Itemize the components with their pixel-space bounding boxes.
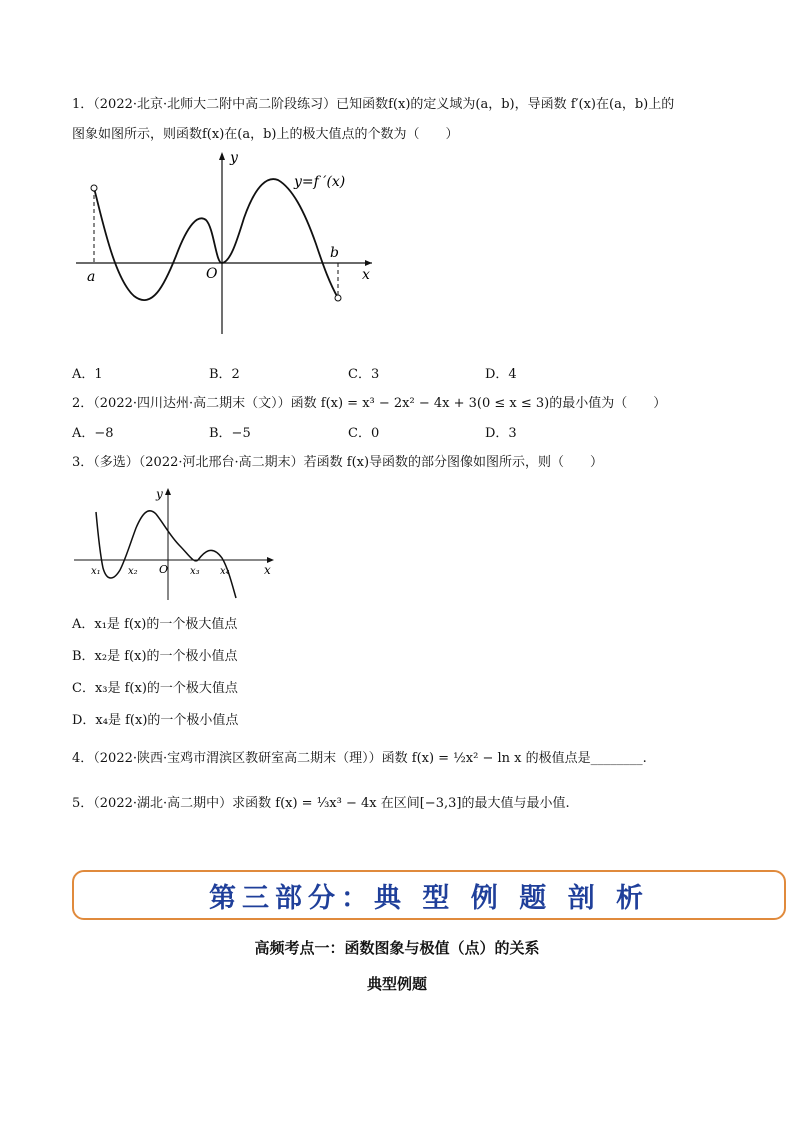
q1-choice-d[interactable]: D．4 <box>485 367 517 382</box>
q3-derivative-graph <box>72 484 282 606</box>
q3-x3-label: x₃ <box>190 566 200 577</box>
q3-option-b[interactable]: B．x₂是 f(x)的一个极小值点 <box>72 649 238 664</box>
q3-y-label: y <box>156 487 163 501</box>
q3-text: 3．（多选）（2022·河北邢台·高二期末）若函数 f(x)导函数的部分图像如图所示，则（ ） <box>72 455 604 470</box>
q3-x2-label: x₂ <box>128 566 138 577</box>
q1-y-arrow <box>219 152 225 160</box>
subheading-examples: 典型例题 <box>366 975 427 993</box>
q3-x-label: x <box>264 563 271 577</box>
q1-x-label: x <box>362 267 370 283</box>
q3-x4-label: x₄ <box>220 566 230 577</box>
q3-option-a[interactable]: A．x₁是 f(x)的一个极大值点 <box>72 617 238 632</box>
q1-b-label: b <box>330 245 339 261</box>
q3-option-d[interactable]: D．x₄是 f(x)的一个极小值点 <box>72 713 239 728</box>
q1-choice-c[interactable]: C．3 <box>348 367 380 382</box>
q2-choice-a[interactable]: A．−8 <box>72 426 114 441</box>
q2-text: 2．（2022·四川达州·高二期末（文））函数 f(x) = x³ − 2x² − 4x + 3(0 ≤ x ≤ 3)的最小值为（ ） <box>72 396 667 411</box>
q4-text: 4．（2022·陕西·宝鸡市渭滨区教研室高二期末（理））函数 f(x) = ½x² − ln x 的极值点是________. <box>72 751 647 766</box>
q3-option-c[interactable]: C．x₃是 f(x)的一个极大值点 <box>72 681 238 696</box>
q1-derivative-graph <box>72 148 382 338</box>
q1-line1: 1．（2022·北京·北师大二附中高二阶段练习）已知函数f(x)的定义域为(a，b)，导函数 f′(x)在(a，b)上的 <box>72 97 675 112</box>
q1-choice-b[interactable]: B．2 <box>209 367 240 382</box>
q1-curve-label: y=f ′(x) <box>294 174 346 190</box>
q1-y-label: y <box>230 150 238 166</box>
q3-x1-label: x₁ <box>91 566 101 577</box>
q5-text: 5．（2022·湖北·高二期中）求函数 f(x) = ⅓x³ − 4x 在区间[−3,3]的最大值与最小值. <box>72 796 570 811</box>
q3-curve <box>96 511 236 598</box>
q1-a-label: a <box>87 269 96 285</box>
q3-origin-label: O <box>159 563 169 576</box>
q1-line2: 图象如图所示，则函数f(x)在(a，b)上的极大值点的个数为（ ） <box>72 127 459 142</box>
q3-y-arrow <box>165 488 171 495</box>
q1-x-arrow <box>365 260 372 266</box>
subheading-topic: 高频考点一：函数图象与极值（点）的关系 <box>254 939 540 957</box>
q1-open-point-a <box>91 185 97 191</box>
section-title: 第三部分：典 型 例 题 剖 析 <box>209 882 649 914</box>
q2-choice-c[interactable]: C．0 <box>348 426 380 441</box>
q1-open-point-b <box>335 295 341 301</box>
q2-choice-b[interactable]: B．−5 <box>209 426 251 441</box>
q2-choice-d[interactable]: D．3 <box>485 426 517 441</box>
section-banner <box>72 870 786 920</box>
q1-choice-a[interactable]: A．1 <box>72 367 103 382</box>
q1-origin-label: O <box>206 266 218 282</box>
